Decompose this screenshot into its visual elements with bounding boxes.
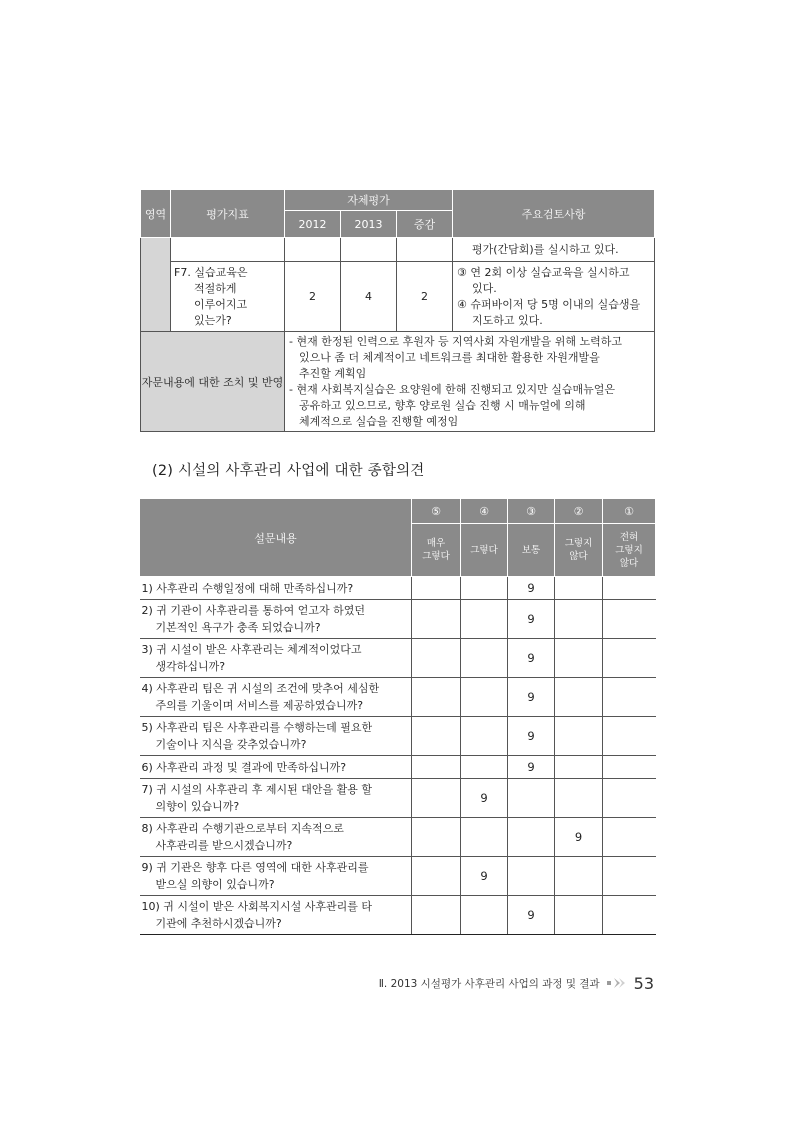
review-line: 지도하고 있다. — [472, 313, 543, 327]
question-line: 6) 사후관리 과정 및 결과에 만족하십니까? — [141, 760, 347, 774]
question-line: 9) 귀 기관은 향후 다른 영역에 대한 사후관리를 — [141, 861, 369, 874]
question-line: 주의를 기울이며 서비스를 제공하였습니까? — [155, 699, 364, 712]
scale-label-line: 그렇지 — [564, 538, 593, 549]
question-cell — [140, 717, 412, 756]
question-cell — [140, 896, 412, 935]
response-cell — [461, 577, 508, 600]
response-cell — [508, 818, 555, 857]
section-title: (2) 시설의 사후관리 사업에 대한 종합의견 — [152, 463, 425, 479]
survey-row — [140, 577, 656, 600]
response-cell — [461, 639, 508, 678]
review-line: 있다. — [472, 281, 497, 295]
response-cell: 9 — [508, 600, 555, 639]
scale-label-line: 보통 — [521, 544, 541, 556]
question-cell — [140, 756, 412, 779]
indicator-line: 적절하게 — [194, 281, 237, 295]
scale-label-line: 그렇지 — [615, 544, 643, 556]
scale-label-neutral — [508, 524, 555, 577]
response-cell — [461, 756, 508, 779]
response-cell — [603, 779, 656, 818]
scale-number: ② — [555, 499, 603, 524]
question-cell — [140, 678, 412, 717]
response-cell — [555, 600, 603, 639]
scale-label-line: 그렇다 — [470, 544, 498, 556]
question-line: 기본적인 욕구가 충족 되었습니까? — [155, 621, 321, 634]
survey-row — [140, 857, 656, 896]
response-cell — [461, 896, 508, 935]
response-cell — [603, 639, 656, 678]
response-cell: 9 — [508, 717, 555, 756]
scale-label-line: 매우 — [426, 538, 446, 549]
question-cell — [140, 600, 412, 639]
indicator-line: 이루어지고 — [194, 297, 248, 311]
value-2013: 4 — [341, 262, 397, 332]
value-2012: 2 — [285, 262, 341, 332]
question-line: 기관에 추천하시겠습니까? — [155, 917, 282, 930]
value-cell-continued — [397, 238, 453, 262]
response-cell — [603, 756, 656, 779]
scale-number: ① — [603, 499, 656, 524]
response-cell: 9 — [555, 818, 603, 857]
advice-line: - 현재 한정된 인력으로 후원자 등 지역사회 자원개발을 위해 노력하고 — [289, 334, 622, 348]
header-self-eval: 자체평가 — [285, 190, 453, 211]
response-cell: 9 — [461, 779, 508, 818]
response-cell — [555, 678, 603, 717]
scale-label-line: 그렇다 — [422, 551, 450, 562]
advice-line: - 현재 사회복지실습은 요양원에 한해 진행되고 있지만 실습매뉴얼은 — [289, 382, 615, 396]
response-cell — [603, 857, 656, 896]
header-year-2013: 2013 — [341, 211, 397, 238]
indicator-line: F7. 실습교육은 — [174, 265, 248, 279]
response-cell — [555, 639, 603, 678]
response-cell — [508, 857, 555, 896]
advice-line: 공유하고 있으므로, 향후 양로원 실습 진행 시 매뉴얼에 의해 — [299, 398, 586, 412]
survey-header-content: 설문내용 — [140, 499, 412, 577]
response-cell — [555, 857, 603, 896]
indicator-cell — [171, 262, 285, 332]
question-line: 의향이 있습니까? — [155, 800, 240, 813]
indicator-cell-continued — [171, 238, 285, 262]
scale-label-disagree — [555, 524, 603, 577]
question-line: 7) 귀 시설의 사후관리 후 제시된 대안을 활용 할 — [141, 783, 373, 796]
survey-row — [140, 818, 656, 857]
response-cell — [603, 600, 656, 639]
scale-label-strongly-agree — [412, 524, 461, 577]
scale-label-strongly-disagree — [603, 524, 656, 577]
survey-row — [140, 717, 656, 756]
scale-label-agree — [461, 524, 508, 577]
response-cell: 9 — [508, 678, 555, 717]
response-cell — [412, 639, 461, 678]
advice-body — [285, 332, 655, 432]
value-cell-continued — [341, 238, 397, 262]
response-cell — [461, 717, 508, 756]
question-line: 사후관리를 받으시겠습니까? — [155, 839, 293, 852]
scale-number: ③ — [508, 499, 555, 524]
question-cell — [140, 779, 412, 818]
question-line: 2) 귀 기관이 사후관리를 통하여 얻고자 하였던 — [141, 604, 366, 617]
question-cell — [140, 577, 412, 600]
review-cell — [453, 262, 655, 332]
question-line: 3) 귀 시설이 받은 사후관리는 체계적이었다고 — [141, 643, 362, 656]
evaluation-table — [140, 189, 655, 432]
question-line: 8) 사후관리 수행기관으로부터 지속적으로 — [141, 822, 344, 835]
page-footer — [379, 974, 654, 993]
response-cell — [603, 717, 656, 756]
review-line: ③ 연 2회 이상 실습교육을 실시하고 — [457, 265, 630, 279]
response-cell — [508, 779, 555, 818]
response-cell — [603, 818, 656, 857]
review-line: 평가(간담회)를 실시하고 있다. — [472, 242, 619, 256]
question-line: 4) 사후관리 팀은 귀 시설의 조건에 맞추어 세심한 — [141, 682, 380, 695]
area-cell — [141, 238, 171, 332]
review-continued — [453, 238, 655, 262]
survey-row — [140, 779, 656, 818]
survey-row — [140, 600, 656, 639]
response-cell: 9 — [508, 639, 555, 678]
scale-label-line: 전혀 — [619, 531, 639, 543]
question-line: 5) 사후관리 팀은 사후관리를 수행하는데 필요한 — [141, 721, 373, 734]
response-cell — [603, 896, 656, 935]
header-indicator: 평가지표 — [171, 190, 285, 238]
question-cell — [140, 857, 412, 896]
response-cell — [603, 678, 656, 717]
scale-label-line: 않다 — [569, 551, 588, 562]
response-cell — [461, 818, 508, 857]
survey-table — [139, 498, 656, 935]
advice-line: 추진할 계획임 — [299, 366, 367, 380]
response-cell: 9 — [461, 857, 508, 896]
response-cell — [461, 678, 508, 717]
response-cell — [461, 600, 508, 639]
response-cell — [412, 779, 461, 818]
question-line: 1) 사후관리 수행일정에 대해 만족하십니까? — [141, 581, 354, 595]
scale-number: ⑤ — [412, 499, 461, 524]
response-cell — [412, 577, 461, 600]
response-cell: 9 — [508, 896, 555, 935]
question-line: 생각하십니까? — [155, 660, 226, 673]
response-cell: 9 — [508, 577, 555, 600]
response-cell — [412, 896, 461, 935]
response-cell: 9 — [508, 756, 555, 779]
chevron-right-icon — [606, 974, 628, 993]
response-cell — [555, 577, 603, 600]
indicator-line: 있는가? — [194, 313, 232, 327]
response-cell — [603, 577, 656, 600]
question-line: 10) 귀 시설이 받은 사회복지시설 사후관리를 타 — [141, 900, 373, 913]
response-cell — [555, 717, 603, 756]
header-change: 증감 — [397, 211, 453, 238]
response-cell — [412, 678, 461, 717]
response-cell — [412, 600, 461, 639]
value-change: 2 — [397, 262, 453, 332]
question-line: 기술이나 지식을 갖추었습니까? — [155, 738, 307, 751]
response-cell — [412, 857, 461, 896]
header-review: 주요검토사항 — [453, 190, 655, 238]
question-cell — [140, 818, 412, 857]
survey-row — [140, 756, 656, 779]
header-area: 영역 — [141, 190, 171, 238]
advice-line: 있으나 좀 더 체계적이고 네트워크를 최대한 활용한 자원개발을 — [299, 350, 600, 364]
scale-number: ④ — [461, 499, 508, 524]
value-cell-continued — [285, 238, 341, 262]
response-cell — [555, 896, 603, 935]
advice-label: 자문내용에 대한 조치 및 반영 — [141, 332, 285, 432]
advice-line: 체계적으로 실습을 진행할 예정임 — [299, 414, 459, 428]
question-line: 받으실 의향이 있습니까? — [155, 878, 275, 891]
survey-row — [140, 896, 656, 935]
question-cell — [140, 639, 412, 678]
header-year-2012: 2012 — [285, 211, 341, 238]
page-number: 53 — [633, 974, 654, 993]
survey-row — [140, 639, 656, 678]
response-cell — [412, 717, 461, 756]
response-cell — [555, 779, 603, 818]
response-cell — [412, 818, 461, 857]
response-cell — [555, 756, 603, 779]
review-line: ④ 슈퍼바이저 당 5명 이내의 실습생을 — [457, 297, 641, 311]
response-cell — [412, 756, 461, 779]
scale-label-line: 않다 — [619, 557, 639, 569]
survey-row — [140, 678, 656, 717]
running-footer-title: Ⅱ. 2013 시설평가 사후관리 사업의 과정 및 결과 — [378, 978, 600, 990]
